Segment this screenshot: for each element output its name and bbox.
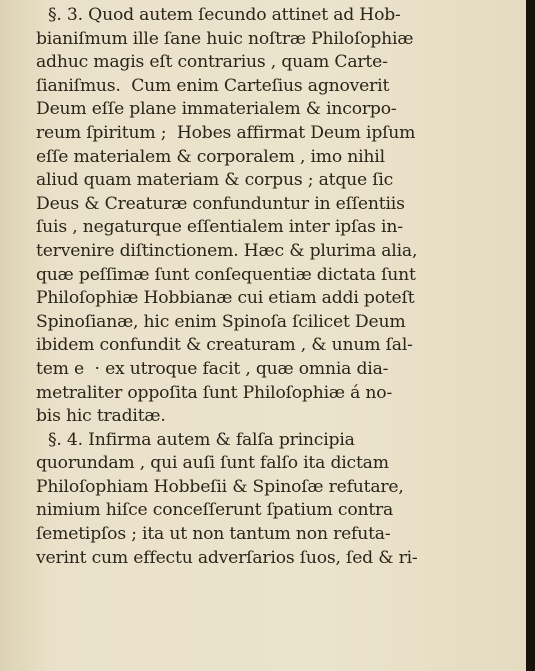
text-line: aliud quam materiam & corpus ; atque ſic (36, 170, 394, 191)
text-line: metraliter oppoſita ſunt Philoſophiæ á no- (36, 382, 393, 403)
text-line: eſſe materialem & corporalem , imo nihil (36, 146, 385, 167)
text-line: quæ peſſimæ ſunt conſequentiæ dictata ſunt (36, 264, 416, 285)
text-line: ſuis , negaturque eſſentialem inter ipſas in- (36, 217, 403, 238)
text-line: bianiſmum ille ſane huic noſtræ Philoſophiæ (36, 28, 414, 49)
text-line: adhuc magis eſt contrarius , quam Carte- (36, 52, 388, 73)
text-line: §. 4. Infirma autem & falſa principia (48, 429, 355, 450)
body-text (36, 4, 526, 570)
text-line: ſianiſmus. Cum enim Carteſius agnoverit (36, 75, 390, 96)
text-line: bis hic traditæ. (36, 406, 166, 427)
text-line: Philoſophiam Hobbeſii & Spinoſæ refutare, (36, 476, 404, 497)
text-line: Deum eſſe plane immaterialem & incorpo- (36, 99, 397, 120)
text-line: nimium hiſce conceſſerunt ſpatium contra (36, 500, 394, 521)
text-line: tem e · ex utroque facit , quæ omnia dia- (36, 358, 389, 379)
text-line: ibidem confundit & creaturam , & unum ſal- (36, 335, 413, 356)
text-line: ſemetipſos ; ita ut non tantum non refuta- (36, 524, 391, 545)
text-line: Spinoſianæ, hic enim Spinoſa ſcilicet Deum (36, 311, 406, 332)
text-line: §. 3. Quod autem ſecundo attinet ad Hob- (48, 5, 401, 25)
text-line: reum ſpiritum ; Hobes affirmat Deum ipſum (36, 122, 416, 143)
text-line: Philoſophiæ Hobbianæ cui etiam addi poteſt (36, 288, 415, 309)
text-line: Deus & Creaturæ confunduntur in eſſentiis (36, 193, 405, 214)
text-line: verint cum effectu adverſarios ſuos, ſed & ri- (36, 547, 418, 568)
page-edge-shadow (526, 0, 535, 671)
text-line: tervenire diſtinctionem. Hæc & plurima alia, (36, 240, 418, 261)
text-line: quorundam , qui auſi ſunt falſo ita dictam (36, 453, 389, 474)
